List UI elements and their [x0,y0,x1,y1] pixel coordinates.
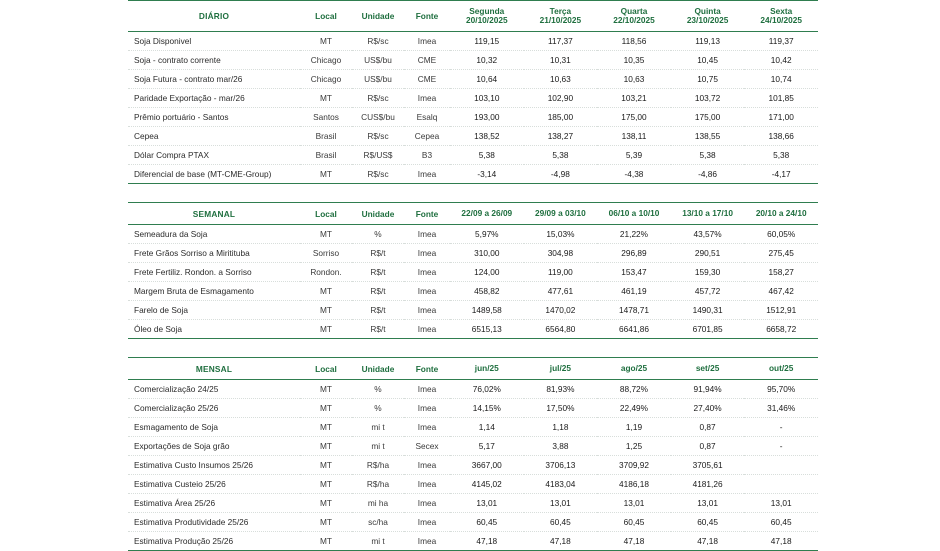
period-header [450,1,524,32]
row-value: 138,66 [744,127,818,146]
row-value: 3709,92 [597,456,671,475]
row-unidade: R$/sc [352,165,404,184]
row-fonte: Esalq [404,108,450,127]
row-value: 119,00 [524,263,598,282]
table-row [128,301,818,320]
row-value: 13,01 [524,494,598,513]
row-unidade: % [352,399,404,418]
row-value: 13,01 [597,494,671,513]
row-label: Comercialização 25/26 [128,399,300,418]
period-header [450,358,524,380]
row-value: 47,18 [744,532,818,551]
period-header-line2: 22/10/2025 [613,15,655,25]
row-fonte: Imea [404,380,450,399]
row-label: Frete Grãos Sorriso a Miritituba [128,244,300,263]
period-header-line1: Segunda [469,5,505,16]
column-header-fonte: Fonte [404,203,450,225]
row-value: 60,45 [450,513,524,532]
section-spacer [128,184,818,203]
row-label: Soja Disponivel [128,32,300,51]
row-fonte: Imea [404,513,450,532]
row-label: Cepea [128,127,300,146]
row-local: MT [300,456,352,475]
row-value: 17,50% [524,399,598,418]
row-value: 1,25 [597,437,671,456]
row-value: -4,98 [524,165,598,184]
table-row [128,89,818,108]
row-value: 5,17 [450,437,524,456]
row-value: 3705,61 [671,456,745,475]
period-header-line1: 06/10 a 10/10 [608,207,660,218]
row-value: 3706,13 [524,456,598,475]
row-value: 119,37 [744,32,818,51]
row-value: 117,37 [524,32,598,51]
row-fonte: Secex [404,437,450,456]
period-header-line1: 20/10 a 24/10 [755,207,807,218]
row-value: 10,63 [524,70,598,89]
period-header [524,203,598,225]
row-unidade: R$/sc [352,89,404,108]
row-unidade: US$/bu [352,70,404,89]
section-header-row [128,203,818,225]
row-local: MT [300,282,352,301]
row-value: 43,57% [671,225,745,244]
row-local: MT [300,89,352,108]
table-row [128,70,818,89]
column-header-local: Local [300,1,352,32]
row-value: 4145,02 [450,475,524,494]
row-value: - [744,418,818,437]
row-value: 6564,80 [524,320,598,339]
row-value: 3667,00 [450,456,524,475]
row-unidade: mi t [352,532,404,551]
row-fonte: Imea [404,244,450,263]
row-value: 461,19 [597,282,671,301]
row-value: 275,45 [744,244,818,263]
row-value [744,475,818,494]
row-unidade: R$/t [352,301,404,320]
row-fonte: Imea [404,165,450,184]
row-fonte: Imea [404,532,450,551]
row-fonte: Imea [404,225,450,244]
row-local: MT [300,437,352,456]
period-header-line1: ago/25 [620,362,648,373]
row-local: MT [300,399,352,418]
row-value: 467,42 [744,282,818,301]
period-header [524,1,598,32]
table-row [128,475,818,494]
row-value: 95,70% [744,380,818,399]
row-value: 10,63 [597,70,671,89]
table-row [128,146,818,165]
row-value: 1,14 [450,418,524,437]
row-local: Rondon. [300,263,352,282]
row-value: - [744,437,818,456]
table-row [128,532,818,551]
row-value: 304,98 [524,244,598,263]
table-row [128,263,818,282]
row-value: 0,87 [671,418,745,437]
period-header [597,358,671,380]
row-value: 1490,31 [671,301,745,320]
row-value: 175,00 [597,108,671,127]
table-row [128,127,818,146]
row-unidade: R$/t [352,244,404,263]
row-value: 5,97% [450,225,524,244]
row-label: Óleo de Soja [128,320,300,339]
row-local: MT [300,532,352,551]
table-row [128,165,818,184]
period-header [744,1,818,32]
table-row [128,399,818,418]
row-value: 5,38 [671,146,745,165]
row-value: 60,45 [671,513,745,532]
row-label: Soja - contrato corrente [128,51,300,70]
row-value: 60,45 [744,513,818,532]
row-unidade: mi t [352,437,404,456]
period-header-line1: 22/09 a 26/09 [461,207,513,218]
row-value: 119,15 [450,32,524,51]
row-value: 88,72% [597,380,671,399]
row-value: 103,72 [671,89,745,108]
row-value: 1470,02 [524,301,598,320]
row-fonte: Imea [404,282,450,301]
period-header [524,358,598,380]
row-value: -3,14 [450,165,524,184]
period-header-line2: 20/10/2025 [466,15,508,25]
row-value: 10,32 [450,51,524,70]
row-value: -4,86 [671,165,745,184]
row-value: 6701,85 [671,320,745,339]
row-unidade: sc/ha [352,513,404,532]
table-row [128,418,818,437]
row-value: 118,56 [597,32,671,51]
row-value: 10,74 [744,70,818,89]
row-value: 10,31 [524,51,598,70]
row-label: Semeadura da Soja [128,225,300,244]
row-value: 22,49% [597,399,671,418]
row-local: Brasil [300,127,352,146]
row-value: 0,87 [671,437,745,456]
table-row [128,108,818,127]
row-local: MT [300,418,352,437]
row-value: 138,52 [450,127,524,146]
row-local: MT [300,513,352,532]
row-fonte: Cepea [404,127,450,146]
section-spacer [128,339,818,358]
row-label: Prêmio portuário - Santos [128,108,300,127]
section-header-row [128,1,818,32]
row-unidade: mi ha [352,494,404,513]
row-value: 296,89 [597,244,671,263]
row-unidade: R$/US$ [352,146,404,165]
row-value: 1512,91 [744,301,818,320]
row-local: Santos [300,108,352,127]
row-value: 103,21 [597,89,671,108]
table-row [128,456,818,475]
row-value: 159,30 [671,263,745,282]
period-header-line2: 24/10/2025 [760,15,802,25]
row-value: 124,00 [450,263,524,282]
row-unidade: R$/sc [352,32,404,51]
row-value: 153,47 [597,263,671,282]
row-value: -4,17 [744,165,818,184]
period-header [671,358,745,380]
row-unidade: R$/ha [352,456,404,475]
row-label: Farelo de Soja [128,301,300,320]
row-label: Estimativa Custo Insumos 25/26 [128,456,300,475]
row-value: 5,38 [744,146,818,165]
column-header-unidade: Unidade [352,358,404,380]
row-value: 14,15% [450,399,524,418]
row-unidade: R$/t [352,263,404,282]
row-unidade: mi t [352,418,404,437]
row-value: 457,72 [671,282,745,301]
row-value: 119,13 [671,32,745,51]
row-value: 458,82 [450,282,524,301]
row-label: Frete Fertiliz. Rondon. a Sorriso [128,263,300,282]
row-fonte: Imea [404,494,450,513]
row-label: Estimativa Custeio 25/26 [128,475,300,494]
row-local: Chicago [300,51,352,70]
row-value: 1489,58 [450,301,524,320]
row-value: 103,10 [450,89,524,108]
row-value: 193,00 [450,108,524,127]
row-fonte: Imea [404,301,450,320]
table-row [128,225,818,244]
row-value: 31,46% [744,399,818,418]
row-local: MT [300,494,352,513]
period-header [744,358,818,380]
period-header-line2: 21/10/2025 [539,15,582,25]
row-local: MT [300,380,352,399]
row-label: Soja Futura - contrato mar/26 [128,70,300,89]
row-value: 1,18 [524,418,598,437]
section-title: SEMANAL [128,203,300,225]
row-value: 60,05% [744,225,818,244]
table-row [128,513,818,532]
row-value: 13,01 [744,494,818,513]
row-value: 13,01 [671,494,745,513]
period-header-line1: jun/25 [474,362,499,373]
column-header-unidade: Unidade [352,1,404,32]
spacer-cell [128,339,818,358]
row-local: MT [300,320,352,339]
row-local: MT [300,32,352,51]
row-label: Estimativa Produção 25/26 [128,532,300,551]
row-local: MT [300,301,352,320]
period-header [597,203,671,225]
row-value: 47,18 [450,532,524,551]
row-fonte: Imea [404,456,450,475]
row-value: 21,22% [597,225,671,244]
row-value: 3,88 [524,437,598,456]
row-label: Exportações de Soja grão [128,437,300,456]
period-header-line1: 13/10 a 17/10 [682,207,733,218]
row-unidade: R$/ha [352,475,404,494]
row-value [744,456,818,475]
row-unidade: % [352,225,404,244]
row-value: -4,38 [597,165,671,184]
row-local: Brasil [300,146,352,165]
row-local: Sorriso [300,244,352,263]
row-value: 290,51 [671,244,745,263]
row-value: 15,03% [524,225,598,244]
row-fonte: CME [404,51,450,70]
column-header-fonte: Fonte [404,358,450,380]
row-value: 1478,71 [597,301,671,320]
row-value: 47,18 [524,532,598,551]
row-value: 10,45 [671,51,745,70]
row-label: Margem Bruta de Esmagamento [128,282,300,301]
period-header-line2: 23/10/2025 [686,15,729,25]
row-fonte: Imea [404,89,450,108]
period-header [671,203,745,225]
table-row [128,437,818,456]
row-local: Chicago [300,70,352,89]
indicators-table [128,0,818,551]
row-fonte: Imea [404,320,450,339]
table-row [128,494,818,513]
row-unidade: R$/t [352,320,404,339]
row-unidade: US$/bu [352,51,404,70]
row-value: 81,93% [524,380,598,399]
period-header [597,1,671,32]
row-value: 138,27 [524,127,598,146]
row-value: 477,61 [524,282,598,301]
row-value: 175,00 [671,108,745,127]
row-label: Estimativa Área 25/26 [128,494,300,513]
row-value: 1,19 [597,418,671,437]
row-label: Diferencial de base (MT-CME-Group) [128,165,300,184]
row-value: 6658,72 [744,320,818,339]
row-label: Estimativa Produtividade 25/26 [128,513,300,532]
period-header-line1: out/25 [768,362,794,373]
section-title: DIÁRIO [128,1,300,32]
row-value: 171,00 [744,108,818,127]
section-header-row [128,358,818,380]
row-value: 10,35 [597,51,671,70]
table-row [128,320,818,339]
period-header-line1: Terça [549,5,572,16]
row-value: 10,64 [450,70,524,89]
period-header-line1: Sexta [770,5,793,16]
row-value: 138,11 [597,127,671,146]
period-header [671,1,745,32]
period-header-line1: set/25 [695,362,720,373]
row-unidade: CUS$/bu [352,108,404,127]
row-unidade: R$/t [352,282,404,301]
row-value: 5,38 [524,146,598,165]
row-fonte: Imea [404,475,450,494]
row-fonte: B3 [404,146,450,165]
column-header-local: Local [300,358,352,380]
period-header-line1: Quarta [620,5,648,16]
column-header-local: Local [300,203,352,225]
row-unidade: R$/sc [352,127,404,146]
row-value: 158,27 [744,263,818,282]
row-value: 5,39 [597,146,671,165]
table-row [128,282,818,301]
row-value: 76,02% [450,380,524,399]
table-row [128,244,818,263]
row-local: MT [300,225,352,244]
row-label: Dólar Compra PTAX [128,146,300,165]
row-fonte: Imea [404,418,450,437]
column-header-fonte: Fonte [404,1,450,32]
row-label: Paridade Exportação - mar/26 [128,89,300,108]
row-local: MT [300,475,352,494]
row-value: 60,45 [524,513,598,532]
row-value: 102,90 [524,89,598,108]
row-value: 27,40% [671,399,745,418]
row-fonte: Imea [404,399,450,418]
table-row [128,380,818,399]
column-header-unidade: Unidade [352,203,404,225]
row-value: 10,75 [671,70,745,89]
row-unidade: % [352,380,404,399]
row-value: 138,55 [671,127,745,146]
table-row [128,51,818,70]
row-value: 13,01 [450,494,524,513]
row-value: 47,18 [671,532,745,551]
row-value: 47,18 [597,532,671,551]
period-header [450,203,524,225]
row-value: 310,00 [450,244,524,263]
period-header-line1: 29/09 a 03/10 [535,207,586,218]
row-fonte: Imea [404,263,450,282]
row-local: MT [300,165,352,184]
period-header-line1: Quinta [694,5,721,16]
row-value: 4186,18 [597,475,671,494]
row-value: 5,38 [450,146,524,165]
period-header-line1: jul/25 [549,362,571,373]
spacer-cell [128,184,818,203]
row-value: 10,42 [744,51,818,70]
row-value: 6515,13 [450,320,524,339]
row-value: 4181,26 [671,475,745,494]
row-fonte: Imea [404,32,450,51]
row-label: Esmagamento de Soja [128,418,300,437]
section-title: MENSAL [128,358,300,380]
row-value: 185,00 [524,108,598,127]
row-value: 101,85 [744,89,818,108]
period-header [744,203,818,225]
row-label: Comercialização 24/25 [128,380,300,399]
row-value: 4183,04 [524,475,598,494]
row-value: 91,94% [671,380,745,399]
row-value: 60,45 [597,513,671,532]
row-value: 6641,86 [597,320,671,339]
row-fonte: CME [404,70,450,89]
table-row [128,32,818,51]
